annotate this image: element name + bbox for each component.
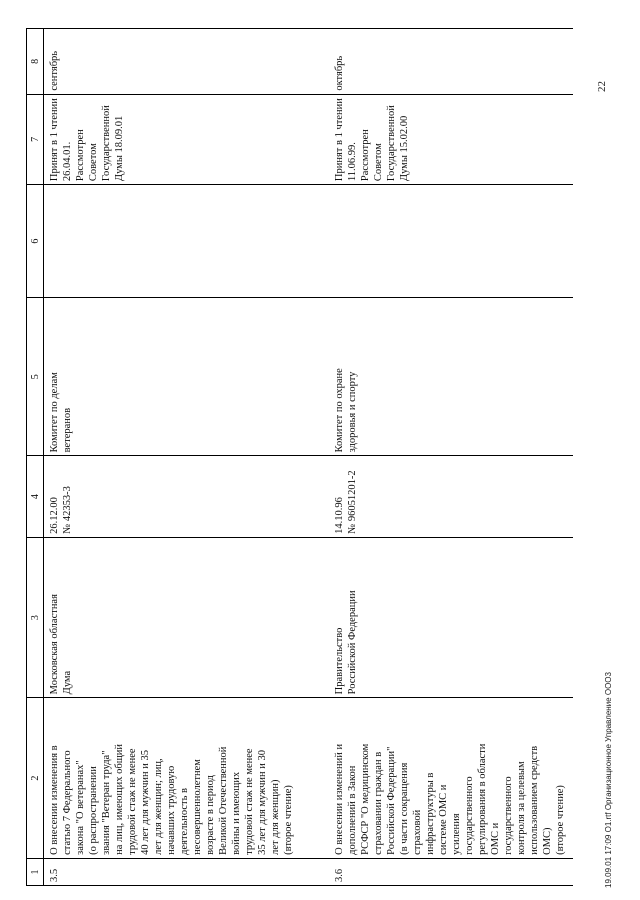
row-number: 3.6: [329, 858, 573, 885]
responsible-committee: Комитет по охране здоровья и спорту: [329, 298, 573, 456]
bills-table: [26, 28, 573, 886]
table-row: [329, 29, 573, 886]
bill-status: Принят в 1 чтении 26.04.01. Рассмотрен Советом Государственной Думы 18.09.01: [44, 94, 302, 184]
page-number: 22: [596, 81, 608, 92]
col-header-4: 4: [27, 456, 44, 537]
document-page: [0, 16, 620, 900]
col-header-1: 1: [27, 858, 44, 885]
bill-status: Принят в 1 чтении 11.06.99. Рассмотрен Советом Государственной Думы 15.02.00: [329, 94, 573, 184]
row-spacer: [301, 29, 329, 886]
table-row: [44, 29, 302, 886]
col-header-7: 7: [27, 94, 44, 184]
planned-month: сентябрь: [44, 29, 302, 95]
bill-registration: 14.10.96 № 96051201-2: [329, 456, 573, 537]
col-header-3: 3: [27, 537, 44, 698]
col-header-8: 8: [27, 29, 44, 95]
document-footer-stamp: 19.09.01 17:09 O1.rtf Организационное Управление ООО3: [604, 672, 613, 888]
table-header-row: [27, 29, 44, 886]
row-number: 3.5: [44, 858, 302, 885]
col-header-6: 6: [27, 185, 44, 298]
planned-month: октябрь: [329, 29, 573, 95]
column-6-cell: [329, 185, 573, 298]
bill-registration: 26.12.00 № 42353-3: [44, 456, 302, 537]
responsible-committee: Комитет по делам ветеранов: [44, 298, 302, 456]
col-header-5: 5: [27, 298, 44, 456]
bill-initiator: Правительство Российской Федерации: [329, 537, 573, 698]
bill-initiator: Московская областная Дума: [44, 537, 302, 698]
bill-title: О внесении изменения в статью 7 Федерального закона "О ветеранах" (о распространении звания "Ветеран труда" на лиц, имеющих общий трудовой стаж не менее 40 лет для мужчин и 35 лет для женщин; лиц, начавших трудовую деятельность в несовершеннолетнем возрасте в период Великой Отечественной войны и имеющих трудовой стаж не менее 35 лет для мужчин и 30 лет для женщин) (второе чтение): [44, 698, 302, 859]
bill-title: О внесении изменений и дополнений в Закон РСФСР "О медицинском страховании граждан в Российской Федерации" (в части сокращения страховой инфраструктуры в системе ОМС и усиления государственного регулирования в области ОМС и государственного контроля за целевым использованием средств ОМС) (второе чтение): [329, 698, 573, 859]
col-header-2: 2: [27, 698, 44, 859]
column-6-cell: [44, 185, 302, 298]
